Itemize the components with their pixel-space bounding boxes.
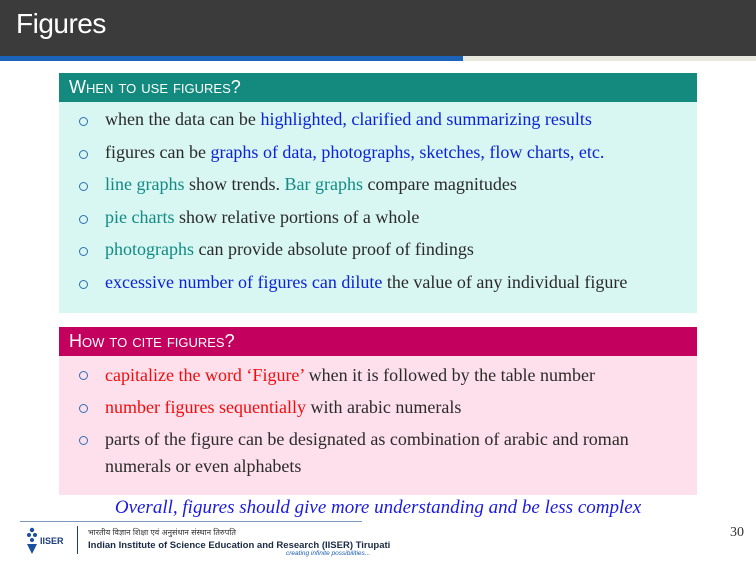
circle-bullet-icon — [79, 247, 88, 256]
item-highlight: highlighted, clarified and summarizing results — [260, 109, 592, 129]
list-item — [59, 167, 697, 200]
institute-tagline: creating infinite possibilities... — [286, 550, 371, 557]
logo-wordmark: IISER — [40, 536, 64, 546]
block-heading — [59, 327, 697, 356]
item-highlight: line graphs — [105, 174, 185, 194]
block-heading-text: When to use figures? — [69, 77, 241, 97]
item-highlight: Bar graphs — [284, 174, 363, 194]
circle-bullet-icon — [79, 215, 88, 224]
item-highlight: excessive number of figures can dilute — [105, 271, 383, 292]
item-highlight: graphs of data, photographs, sketches, flow charts, etc. — [210, 141, 605, 162]
circle-bullet-icon — [79, 371, 88, 380]
list-item — [59, 135, 697, 168]
circle-bullet-icon — [79, 436, 88, 445]
institute-name-hindi: भारतीय विज्ञान शिक्षा एवं अनुसंधान संस्थान तिरुपति — [88, 528, 236, 537]
header-accent-bar-light — [463, 56, 756, 61]
slide-title: Figures — [16, 8, 106, 39]
item-text: parts of the figure can be designated as combination of arabic and roman numerals or even alphabets — [105, 429, 629, 476]
summary-statement: Overall, figures should give more understanding and be less complex — [114, 497, 642, 518]
circle-bullet-icon — [79, 280, 88, 289]
footer-divider — [20, 521, 362, 522]
circle-bullet-icon — [79, 150, 88, 159]
circle-bullet-icon — [79, 404, 88, 413]
item-text: compare magnitudes — [362, 174, 517, 194]
institute-name — [88, 527, 391, 557]
logo-divider — [77, 526, 78, 554]
page-number: 30 — [730, 525, 744, 540]
item-highlight: number figures sequentially — [105, 397, 306, 417]
block-body — [59, 356, 697, 495]
item-highlight: pie charts — [105, 206, 175, 227]
circle-bullet-icon — [79, 117, 88, 126]
header-accent-bar — [0, 56, 463, 61]
list-item — [59, 232, 697, 265]
item-text: when it is followed by the table number — [304, 365, 596, 385]
institute-name-english: Indian Institute of Science Education and Research (IISER) Tirupati — [88, 540, 391, 551]
block-heading — [59, 73, 697, 102]
list-item — [59, 421, 697, 480]
list-item — [59, 200, 697, 233]
item-text: show trends. — [184, 174, 285, 194]
item-text: when the data can be — [105, 109, 261, 129]
when-to-use-block — [59, 73, 697, 313]
list-item — [59, 389, 697, 421]
item-text: figures can be — [105, 141, 211, 162]
slide-header — [0, 0, 756, 56]
how-to-cite-block — [59, 327, 697, 495]
list-item — [59, 102, 697, 135]
item-text: the value of any individual figure — [382, 271, 628, 292]
block-heading-text: How to cite figures? — [69, 331, 235, 351]
block-body — [59, 102, 697, 313]
item-highlight: photographs — [105, 239, 194, 259]
list-item — [59, 265, 697, 298]
item-text: can provide absolute proof of findings — [194, 239, 474, 259]
item-text: show relative portions of a whole — [174, 206, 420, 227]
iiser-logo-icon — [24, 524, 68, 558]
item-text: with arabic numerals — [305, 397, 462, 417]
circle-bullet-icon — [79, 182, 88, 191]
item-highlight: capitalize the word ‘Figure’ — [105, 365, 305, 385]
list-item — [59, 356, 697, 389]
